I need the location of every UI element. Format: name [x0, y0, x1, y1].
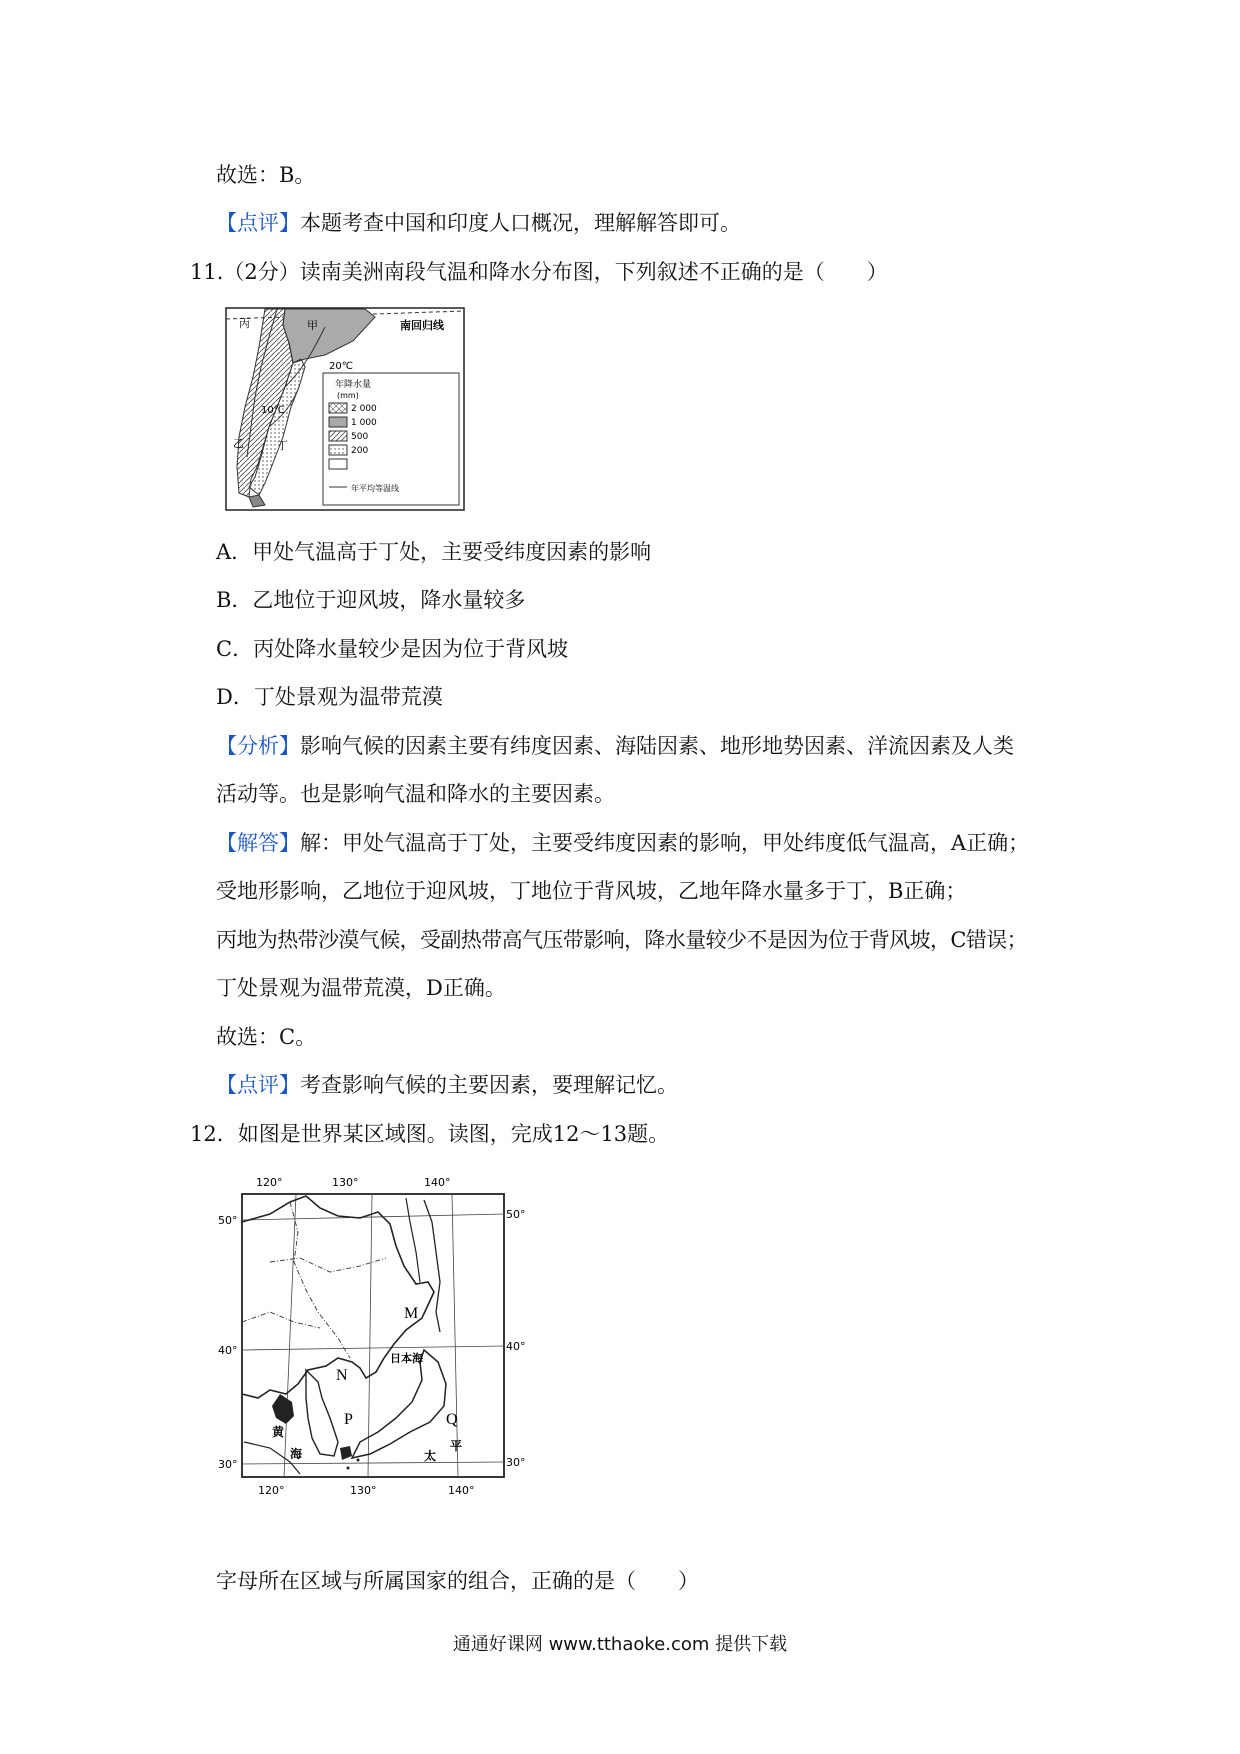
q11-solution — [216, 828, 1029, 858]
map-label-n: N — [336, 1367, 348, 1384]
comment-tag: 【点评】 — [216, 211, 300, 235]
map-label-q: Q — [446, 1411, 458, 1428]
q11-stem: 11.（2分）读南美洲南段气温和降水分布图，下列叙述不正确的是（ ） — [190, 260, 888, 284]
legend-isotherm: 年平均等温线 — [351, 484, 399, 493]
q10-answer: 故选：B。 — [216, 163, 316, 187]
map-iso10: 10℃ — [261, 405, 285, 416]
yellow-sea-label-2: 海 — [290, 1447, 303, 1461]
lon-label-120-bottom: 120° — [258, 1484, 285, 1497]
legend-unit: (mm) — [337, 391, 359, 400]
comment-text: 本题考查中国和印度人口概况，理解解答即可。 — [300, 211, 741, 235]
map-label-m: M — [404, 1305, 419, 1322]
legend-item: 2 000 — [351, 404, 377, 414]
lat-label-30: 30° — [218, 1458, 238, 1471]
q11-option-d: D．丁处景观为温带荒漠 — [216, 685, 443, 709]
east-asia-region-map — [210, 1162, 530, 1502]
yellow-sea-label-1: 黄 — [272, 1425, 285, 1439]
map-tropic-label: 南回归线 — [400, 319, 444, 332]
lat-label-30-right: 30° — [506, 1456, 526, 1469]
map-label-ding: 丁 — [277, 439, 288, 452]
q11-comment — [216, 1070, 678, 1100]
lon-label-120: 120° — [256, 1176, 283, 1189]
map-label-yi: 乙 — [233, 437, 244, 450]
legend-item: 1 000 — [351, 418, 377, 428]
q11-solution-4: 丁处景观为温带荒漠，D正确。 — [216, 976, 506, 1000]
analysis-tag: 【分析】 — [216, 734, 300, 758]
lon-label-130: 130° — [332, 1176, 359, 1189]
q11-option-b: B．乙地位于迎风坡，降水量较多 — [216, 588, 526, 612]
q12-question: 字母所在区域与所属国家的组合，正确的是（ ） — [216, 1569, 699, 1593]
q11-analysis-cont: 活动等。也是影响气温和降水的主要因素。 — [216, 782, 615, 806]
lon-label-130-bottom: 130° — [350, 1484, 377, 1497]
comment-tag: 【点评】 — [216, 1073, 300, 1097]
legend-item: 200 — [351, 446, 369, 456]
page-footer: 通通好课网 www.tthaoke.com 提供下载 — [452, 1634, 788, 1655]
q11-solution-2: 受地形影响，乙地位于迎风坡，丁地位于背风坡，乙地年降水量多于丁，B正确； — [216, 879, 967, 903]
q11-option-c: C．丙处降水量较少是因为位于背风坡 — [216, 637, 569, 661]
pacific-label-1: 太 — [424, 1449, 437, 1463]
q11-option-a: A．甲处气温高于丁处，主要受纬度因素的影响 — [216, 540, 652, 564]
map-label-jia: 甲 — [307, 319, 318, 332]
lat-label-50: 50° — [218, 1214, 238, 1227]
legend-item: 500 — [351, 432, 369, 442]
lat-label-40-right: 40° — [506, 1340, 526, 1353]
q11-answer: 故选：C。 — [216, 1025, 317, 1049]
solution-text: 解：甲处气温高于丁处，主要受纬度因素的影响，甲处纬度低气温高，A正确； — [300, 831, 1030, 855]
pacific-label-2: 平 — [450, 1439, 463, 1453]
map-label-p: P — [344, 1411, 353, 1428]
lon-label-140: 140° — [424, 1176, 451, 1189]
lat-label-50-right: 50° — [506, 1208, 526, 1221]
sea-of-japan-label: 日本海 — [390, 1352, 423, 1365]
analysis-text: 影响气候的因素主要有纬度因素、海陆因素、地形地势因素、洋流因素及人类 — [300, 734, 1014, 758]
q12-stem: 12．如图是世界某区域图。读图，完成12～13题。 — [190, 1122, 670, 1146]
south-america-climate-map — [225, 307, 465, 511]
lat-label-40: 40° — [218, 1344, 238, 1357]
q11-analysis — [216, 731, 1014, 761]
lon-label-140-bottom: 140° — [448, 1484, 475, 1497]
q11-solution-3: 丙地为热带沙漠气候，受副热带高气压带影响，降水量较少不是因为位于背风坡，C错误； — [216, 928, 1028, 952]
comment-text: 考查影响气候的主要因素，要理解记忆。 — [300, 1073, 678, 1097]
map-label-bing: 丙 — [239, 317, 250, 330]
legend-title: 年降水量 — [335, 380, 372, 390]
map-iso20: 20℃ — [329, 361, 353, 372]
q10-comment — [216, 208, 741, 238]
solution-tag: 【解答】 — [216, 831, 300, 855]
